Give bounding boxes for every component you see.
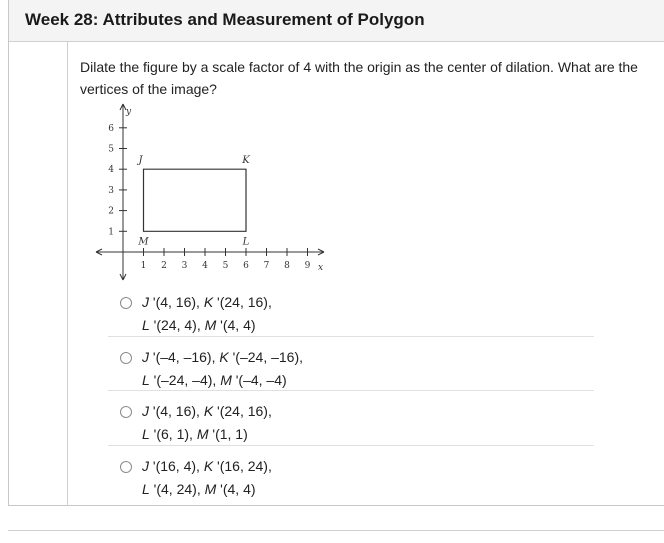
option-radio-button[interactable] (120, 352, 132, 364)
option-separator (108, 445, 594, 446)
left-divider (67, 42, 68, 506)
option-text-line2 (142, 372, 287, 388)
vertex-name: K (203, 294, 214, 310)
option-separator (108, 390, 594, 391)
y-tick-label: 4 (108, 165, 114, 176)
bottom-divider (8, 530, 664, 531)
x-tick-label: 5 (222, 261, 229, 271)
option-text-line2 (142, 481, 256, 497)
coordinate-text: '(4, 4) (216, 481, 256, 497)
vertex-label-l: L (242, 236, 250, 248)
vertex-name: K (203, 458, 214, 474)
page-header (9, 0, 664, 42)
coordinate-text: '(4, 4) (216, 317, 256, 333)
vertex-name: M (204, 481, 217, 497)
graph-svg (88, 102, 333, 284)
x-tick-label: 4 (202, 261, 208, 271)
coordinate-text: '(24, 4), (149, 317, 205, 333)
vertex-label-j: J (138, 155, 143, 167)
vertex-name: J (142, 294, 149, 310)
vertex-name: L (142, 317, 150, 333)
answer-option-2[interactable] (108, 349, 594, 403)
y-tick-label: 6 (108, 123, 114, 134)
x-tick-label: 1 (140, 261, 147, 271)
coordinate-text: '(24, 16), (213, 294, 272, 310)
vertex-name: M (220, 372, 232, 388)
vertex-label-k: K (242, 155, 250, 167)
vertex-name: J (142, 349, 149, 365)
coordinate-text: '(4, 16), (149, 403, 204, 419)
x-tick-label: 2 (161, 261, 167, 271)
x-axis-label: x (318, 263, 324, 273)
y-tick-label: 3 (108, 185, 114, 196)
vertex-name: K (203, 403, 214, 419)
answer-option-3[interactable] (108, 403, 594, 457)
rectangle-jklm (144, 169, 247, 231)
y-tick-label: 1 (108, 227, 114, 238)
option-text-line1 (142, 403, 272, 419)
coordinate-text: '(–4, –16), (149, 349, 220, 365)
option-text-line2 (142, 317, 256, 333)
answer-option-1[interactable] (108, 294, 594, 348)
page-title: Week 28: Attributes and Measurement of Polygon (25, 10, 425, 29)
coordinate-text: '(6, 1), (149, 426, 197, 442)
y-tick-label: 2 (108, 206, 114, 217)
option-radio-button[interactable] (120, 297, 132, 309)
vertex-name: M (204, 317, 217, 333)
option-text-line2 (142, 426, 248, 442)
coordinate-text: '(16, 4), (149, 458, 204, 474)
x-tick-label: 3 (181, 261, 188, 271)
question-text: Dilate the figure by a scale factor of 4 with the origin as the center of dilation. What are the vertices of the image? (80, 59, 638, 97)
option-text-line1 (142, 458, 272, 474)
answer-option-4[interactable] (108, 458, 594, 512)
option-text-line1 (142, 349, 303, 365)
vertex-name: J (142, 458, 149, 474)
coordinate-text: '(–24, –4), (149, 372, 221, 388)
coordinate-text: '(–24, –16), (228, 349, 304, 365)
vertex-name: L (142, 372, 150, 388)
x-tick-label: 8 (284, 261, 290, 271)
coordinate-text: '(4, 24), (149, 481, 205, 497)
vertex-name: L (142, 481, 150, 497)
vertex-name: M (196, 426, 209, 442)
option-text-line1 (142, 294, 272, 310)
option-separator (108, 336, 594, 337)
option-radio-button[interactable] (120, 461, 132, 473)
vertex-name: J (142, 403, 149, 419)
x-tick-label: 9 (304, 261, 311, 271)
vertex-name: K (219, 349, 229, 365)
x-tick-label: 7 (263, 261, 270, 271)
x-tick-label: 6 (243, 261, 249, 271)
y-tick-label: 5 (108, 144, 114, 155)
vertex-label-m: M (138, 236, 149, 248)
y-axis-label: y (126, 107, 132, 117)
coordinate-text: '(–4, –4) (231, 372, 287, 388)
option-radio-button[interactable] (120, 406, 132, 418)
coordinate-text: '(4, 16), (149, 294, 204, 310)
coordinate-graph (88, 102, 333, 289)
coordinate-text: '(24, 16), (213, 403, 272, 419)
coordinate-text: '(16, 24), (213, 458, 272, 474)
coordinate-text: '(1, 1) (208, 426, 248, 442)
vertex-name: L (142, 426, 150, 442)
